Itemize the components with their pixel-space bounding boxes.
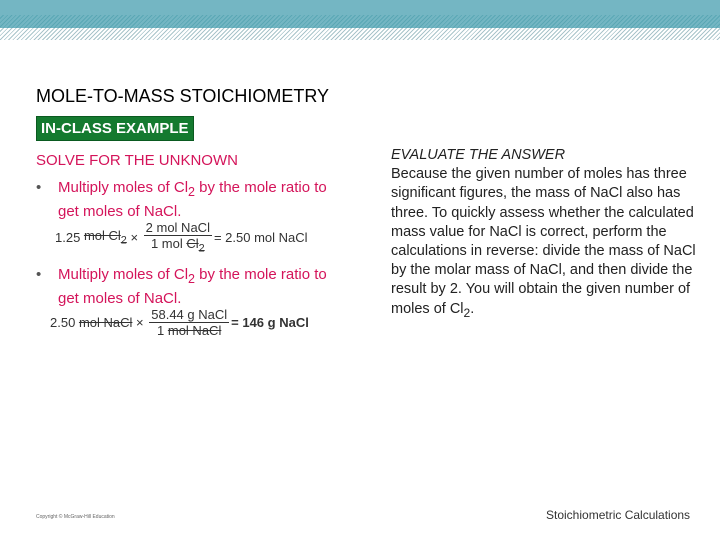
equation-1: 1.25 mol $Cl_2$ × $\frac{\text{2 mol NaCl}}{1 mol Cl_2}$ = 2.50 mol NaCl	[55, 220, 308, 255]
copyright: Copyright © McGraw-Hill Education	[36, 514, 115, 520]
in-class-example-badge: IN-CLASS EXAMPLE	[36, 116, 194, 141]
evaluate-section	[391, 146, 696, 323]
footer-topic: Stoichiometric Calculations	[546, 508, 691, 522]
bullet-1: • Multiply moles of $Cl_2$ by the mole ratio to get moles of NaCl.	[36, 179, 327, 220]
evaluate-heading: EVALUATE THE ANSWER	[391, 147, 566, 163]
header-stripes-light	[0, 28, 720, 40]
slide-title: MOLE-TO-MASS STOICHIOMETRY	[36, 86, 330, 106]
evaluate-body: Because the given number of moles has three significant figures, the mass of NaCl also has three. To quickly assess whether the calculated mass value for NaCl is correct, perform the calculations in reverse: divide the mass of NaCl by the molar mass of NaCl, and then divide the result by 2. You will obtain the given number of moles of $Cl_2$.	[391, 166, 696, 320]
header-band	[0, 0, 720, 15]
equation-2: 2.50 mol NaCl × $\frac{\text{58.44 g NaCl}}{\text{1 mol NaCl}}$ = 146 g NaCl	[50, 307, 309, 338]
solve-heading: SOLVE FOR THE UNKNOWN	[36, 152, 238, 169]
header-stripes	[0, 15, 720, 28]
bullet-2: • Multiply moles of $Cl_2$ by the mole ratio to get moles of NaCl.	[36, 266, 327, 307]
